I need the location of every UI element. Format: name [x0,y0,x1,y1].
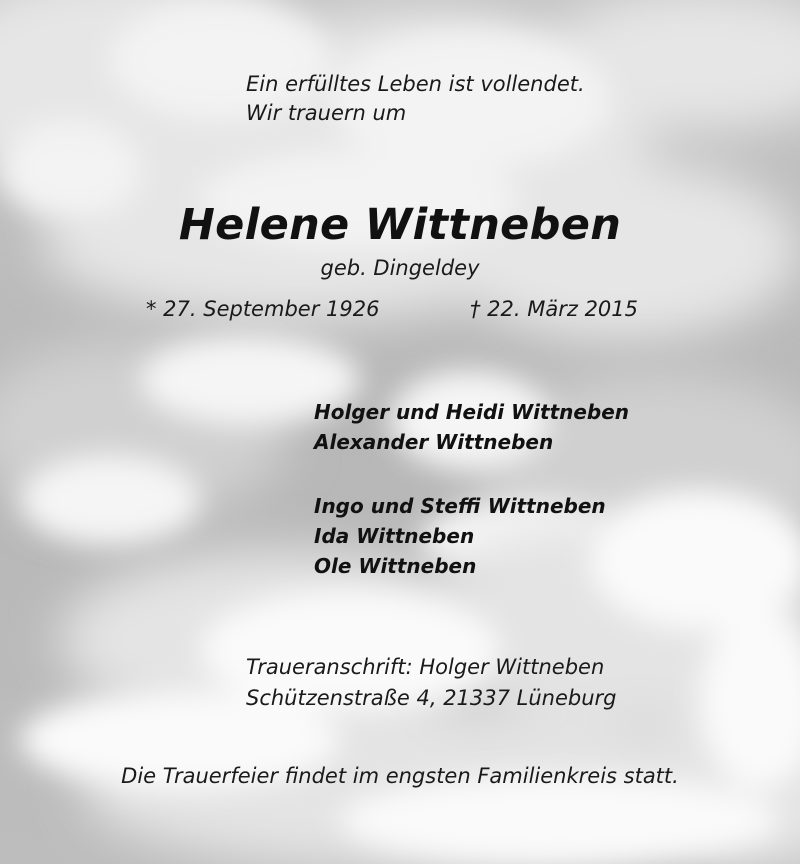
mourner-name: Holger und Heidi Wittneben [314,400,630,424]
death-date: † 22. März 2015 [470,297,639,321]
birth-date: * 27. September 1926 [146,297,380,321]
intro-text [246,70,585,128]
deceased-name: Helene Wittneben [178,200,622,250]
address-line-1: Traueranschrift: Holger Wittneben [246,655,605,679]
mourning-address [246,652,617,714]
address-line-2: Schützenstraße 4, 21337 Lüneburg [246,686,617,710]
intro-line-1: Ein erfülltes Leben ist vollendet. [246,72,585,96]
mourner-name: Alexander Wittneben [314,430,554,454]
maiden-name: geb. Dingeldey [320,256,480,280]
mourners-group-1 [314,397,629,457]
mourner-name: Ida Wittneben [314,524,475,548]
mourners-group-2 [314,491,606,581]
funeral-note: Die Trauerfeier findet im engsten Familienkreis statt. [121,764,679,788]
mourner-name: Ole Wittneben [314,554,477,578]
mourner-name: Ingo und Steffi Wittneben [314,494,606,518]
intro-line-2: Wir trauern um [246,101,407,125]
